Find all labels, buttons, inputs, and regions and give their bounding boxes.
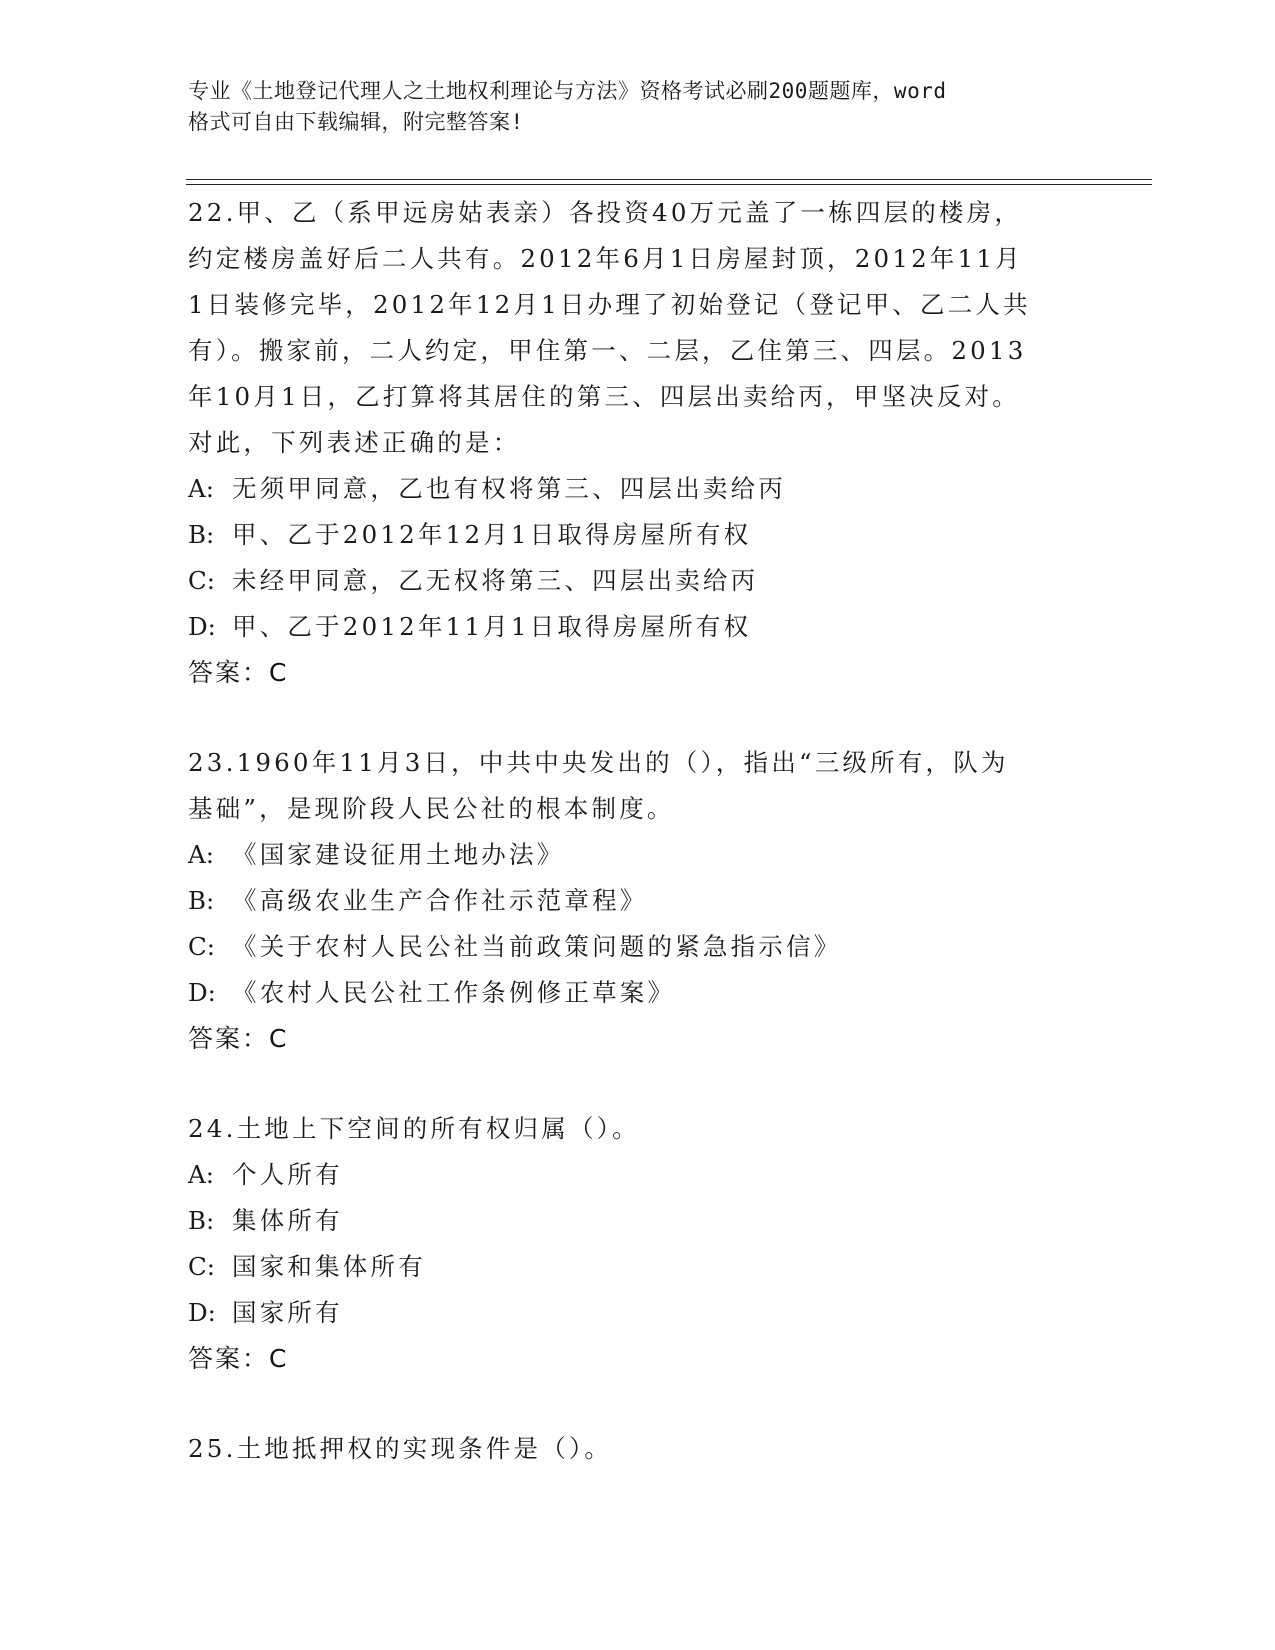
option-text: 个人所有 <box>232 1160 343 1189</box>
option-a <box>188 466 1088 512</box>
option-b <box>188 1198 1088 1244</box>
option-d <box>188 970 1088 1016</box>
option-text: 未经甲同意，乙无权将第三、四层出卖给丙 <box>232 566 759 595</box>
option-key: A: <box>188 1160 214 1189</box>
option-key: A: <box>188 840 214 869</box>
option-text: 《高级农业生产合作社示范章程》 <box>232 886 648 915</box>
question-gap <box>188 1062 1088 1106</box>
document-header <box>188 76 1068 138</box>
option-key: B: <box>188 1206 215 1235</box>
question-gap <box>188 1382 1088 1426</box>
option-key: D: <box>188 612 216 641</box>
answer-value: C <box>269 658 287 687</box>
question-stem <box>188 1426 1088 1472</box>
stem-line: 23.1960年11月3日，中共中央发出的（），指出“三级所有，队为 <box>188 748 1009 777</box>
stem-line: 对此，下列表述正确的是： <box>188 428 521 457</box>
option-key: A: <box>188 474 214 503</box>
option-key: C: <box>188 1252 216 1281</box>
answer-value: C <box>269 1024 287 1053</box>
stem-line: 约定楼房盖好后二人共有。2012年6月1日房屋封顶，2012年11月 <box>188 244 1023 273</box>
option-a <box>188 832 1088 878</box>
option-text: 国家和集体所有 <box>232 1252 426 1281</box>
answer-label: 答案： <box>188 1024 270 1053</box>
question-24 <box>188 1106 1088 1382</box>
option-c <box>188 924 1088 970</box>
header-line-2: 格式可自由下载编辑，附完整答案! <box>188 110 524 134</box>
header-rule-top <box>186 179 1152 180</box>
question-gap <box>188 696 1088 740</box>
answer-label: 答案： <box>188 658 270 687</box>
option-b <box>188 878 1088 924</box>
option-d <box>188 1290 1088 1336</box>
header-rule-bottom <box>186 184 1152 185</box>
option-key: D: <box>188 978 216 1007</box>
option-text: 《农村人民公社工作条例修正草案》 <box>232 978 676 1007</box>
question-stem <box>188 190 1088 466</box>
question-list <box>188 190 1088 1472</box>
option-text: 甲、乙于2012年11月1日取得房屋所有权 <box>232 612 752 641</box>
question-stem <box>188 740 1088 832</box>
question-22 <box>188 190 1088 696</box>
stem-line: 22.甲、乙（系甲远房姑表亲）各投资40万元盖了一栋四层的楼房， <box>188 198 1023 227</box>
option-text: 甲、乙于2012年12月1日取得房屋所有权 <box>232 520 752 549</box>
option-key: B: <box>188 520 215 549</box>
answer <box>188 1016 1088 1062</box>
stem-line: 基础”，是现阶段人民公社的根本制度。 <box>188 794 675 823</box>
option-c <box>188 1244 1088 1290</box>
question-stem <box>188 1106 1088 1152</box>
answer-value: C <box>269 1344 287 1373</box>
option-text: 集体所有 <box>232 1206 343 1235</box>
option-key: D: <box>188 1298 216 1327</box>
option-b <box>188 512 1088 558</box>
question-23 <box>188 740 1088 1062</box>
stem-line: 25.土地抵押权的实现条件是（）。 <box>188 1434 613 1463</box>
option-text: 《关于农村人民公社当前政策问题的紧急指示信》 <box>232 932 842 961</box>
stem-line: 1日装修完毕，2012年12月1日办理了初始登记（登记甲、乙二人共 <box>188 290 1031 319</box>
option-text: 无须甲同意，乙也有权将第三、四层出卖给丙 <box>232 474 786 503</box>
option-a <box>188 1152 1088 1198</box>
option-text: 《国家建设征用土地办法》 <box>232 840 565 869</box>
answer <box>188 1336 1088 1382</box>
header-line-1: 专业《土地登记代理人之土地权利理论与方法》资格考试必刷200题题库，word <box>188 79 947 103</box>
option-key: C: <box>188 932 216 961</box>
option-c <box>188 558 1088 604</box>
option-d <box>188 604 1088 650</box>
option-key: B: <box>188 886 215 915</box>
stem-line: 年10月1日，乙打算将其居住的第三、四层出卖给丙，甲坚决反对。 <box>188 382 1020 411</box>
question-25 <box>188 1426 1088 1472</box>
option-key: C: <box>188 566 216 595</box>
answer-label: 答案： <box>188 1344 270 1373</box>
answer <box>188 650 1088 696</box>
stem-line: 24.土地上下空间的所有权归属（）。 <box>188 1114 640 1143</box>
option-text: 国家所有 <box>232 1298 343 1327</box>
stem-line: 有）。搬家前，二人约定，甲住第一、二层，乙住第三、四层。2013 <box>188 336 1027 365</box>
